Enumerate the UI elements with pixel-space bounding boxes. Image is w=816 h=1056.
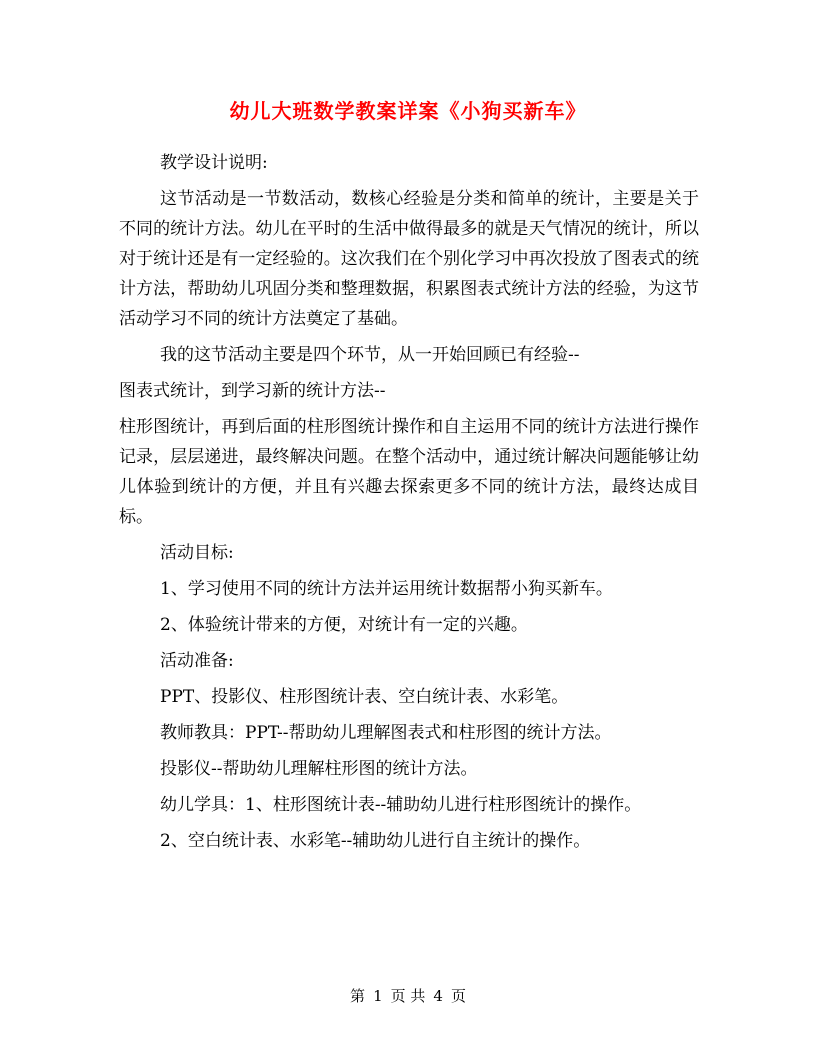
footer-suffix: 页 <box>450 987 466 1005</box>
prep-item-2: 教师教具：PPT--帮助幼儿理解图表式和柱形图的统计方法。 <box>160 723 612 743</box>
paragraph-flow-line-1: 我的这节活动主要是四个环节，从一开始回顾已有经验-- <box>160 345 580 365</box>
footer-mid: 页 共 <box>390 987 426 1005</box>
section-heading-goals: 活动目标: <box>160 543 234 563</box>
section-heading-design: 教学设计说明: <box>160 153 268 173</box>
section-heading-prep: 活动准备: <box>160 651 234 671</box>
document-body <box>119 148 699 862</box>
footer-page-number: 1 <box>373 987 383 1005</box>
paragraph-flow-rest: 柱形图统计，再到后面的柱形图统计操作和自主运用不同的统计方法进行操作记录，层层递进，最终解决问题。在整个活动中，通过统计解决问题能够让幼儿体验到统计的方便，并且有兴趣去探索更多不同的统计方法，最终达成目标。 <box>119 417 699 527</box>
paragraph-design: 这节活动是一节数活动，数核心经验是分类和简单的统计，主要是关于不同的统计方法。幼儿在平时的生活中做得最多的就是天气情况的统计，所以对于统计还是有一定经验的。这次我们在个别化学习中再次投放了图表式的统计方法，帮助幼儿巩固分类和整理数据，积累图表式统计方法的经验，为这节活动学习不同的统计方法奠定了基础。 <box>119 189 699 329</box>
document-title: 幼儿大班数学教案详案《小狗买新车》 <box>229 99 587 123</box>
paragraph-flow-line-2: 图表式统计，到学习新的统计方法-- <box>119 381 386 401</box>
footer-prefix: 第 <box>350 987 366 1005</box>
goal-item-2: 2、体验统计带来的方便，对统计有一定的兴趣。 <box>160 615 528 635</box>
goal-item-1: 1、学习使用不同的统计方法并运用统计数据帮小狗买新车。 <box>160 579 613 599</box>
page-footer <box>0 985 816 1007</box>
prep-item-3: 投影仪--帮助幼儿理解柱形图的统计方法。 <box>160 759 478 779</box>
prep-item-5: 2、空白统计表、水彩笔--辅助幼儿进行自主统计的操作。 <box>160 831 591 851</box>
footer-page-total: 4 <box>433 987 443 1005</box>
prep-item-4: 幼儿学具：1、柱形图统计表--辅助幼儿进行柱形图统计的操作。 <box>160 795 642 815</box>
prep-item-1: PPT、投影仪、柱形图统计表、空白统计表、水彩笔。 <box>160 687 569 707</box>
